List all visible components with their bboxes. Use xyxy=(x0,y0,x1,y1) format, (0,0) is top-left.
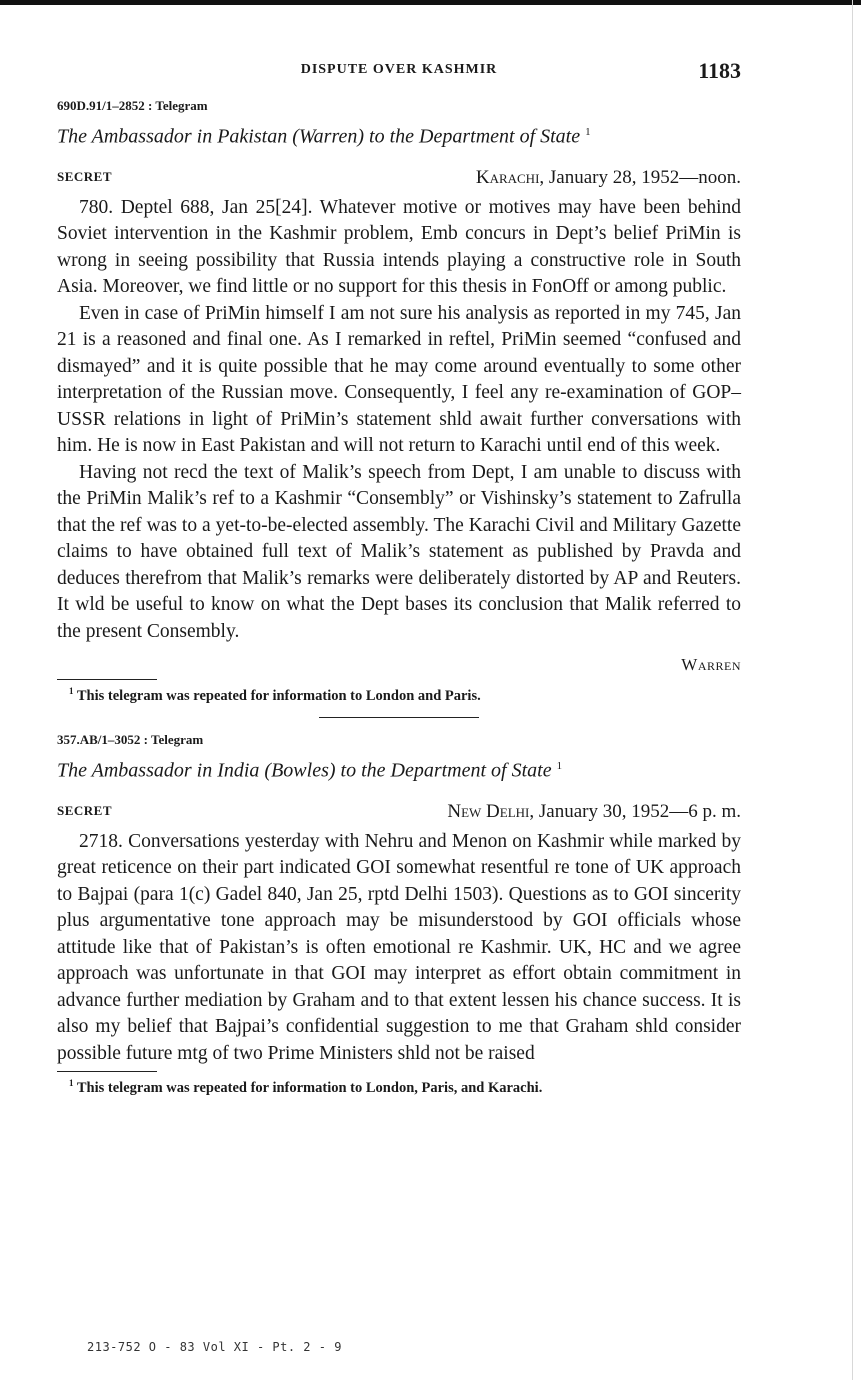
doc2-dateline xyxy=(57,801,741,827)
doc1-signature: Warren xyxy=(681,655,741,675)
running-head xyxy=(57,58,741,92)
doc1-classification: SECRET xyxy=(57,168,113,184)
doc2-footnote-text: This telegram was repeated for information to London, Paris, and Karachi. xyxy=(76,1079,543,1096)
doc1-file-reference: 690D.91/1–2852 : Telegram xyxy=(57,98,208,113)
doc1-footnote-mark: 1 xyxy=(69,686,74,697)
doc1-footnote xyxy=(57,686,741,705)
doc2-body xyxy=(57,829,741,1068)
doc2-title xyxy=(57,754,741,783)
doc1-date: January 28, 1952—noon. xyxy=(544,166,741,188)
running-title: DISPUTE OVER KASHMIR xyxy=(300,62,498,77)
page-top-edge xyxy=(0,0,861,5)
doc1-dateline xyxy=(57,167,741,193)
doc1-body xyxy=(57,195,741,646)
doc2-date: January 30, 1952—6 p. m. xyxy=(534,800,741,822)
doc2-file-reference: 357.AB/1–3052 : Telegram xyxy=(57,731,204,747)
page-number: 1183 xyxy=(698,58,741,83)
doc2-footnote-mark: 1 xyxy=(69,1078,74,1089)
doc1-paragraph: 780. Deptel 688, Jan 25[24]. Whatever motive or motives may have been behind Soviet intervention in the Kashmir problem, Emb concurs in Dept’s belief PriMin is wrong in seeing possibility that Russia intends playing a constructive role in South Asia. Moreover, we find little or no support for this thesis in FonOff or among public. xyxy=(57,196,741,298)
doc1-place: Karachi, xyxy=(475,166,545,188)
doc1-title xyxy=(57,120,741,149)
doc1-title-text: The Ambassador in Pakistan (Warren) to the Department of State xyxy=(57,125,581,148)
doc1-paragraph: Having not recd the text of Malik’s speech from Dept, I am unable to discuss with the PriMin Malik’s ref to a Kashmir “Consembly” or Vishinsky’s statement to Zafrulla that the ref was to a yet-to-be-elected assembly. The Karachi Civil and Military Gazette claims to have obtained full text of Malik’s statement as published by Pravda and deduces therefrom that Malik’s remarks were deliberately distorted by AP and Reuters. It wld be useful to know on what the Dept bases its conclusion that Malik referred to the present Consembly. xyxy=(57,461,741,642)
doc1-paragraph: Even in case of PriMin himself I am not sure his analysis as reported in my 745, Jan 21 is a reasoned and final one. As I remarked in reftel, PriMin seemed “confused and dismayed” and it is quite possible that he may come around eventually to some other interpretation of the Russian move. Consequently, I feel any re-examination of GOP–USSR relations in light of PriMin’s statement shld await further conversations with him. He is now in East Pakistan and will not return to Karachi until end of this week. xyxy=(57,302,741,457)
document-page xyxy=(57,58,741,1097)
doc2-paragraph: 2718. Conversations yesterday with Nehru and Menon on Kashmir while marked by great reticence on their part indicated GOI somewhat resentful re tone of UK approach to Bajpai (para 1(c) Gadel 840, Jan 25, rptd Delhi 1503). Questions as to GOI sincerity plus argumentative tone approach may be misunderstood by GOI officials whose attitude like that of Pakistan’s is often emotional re Kashmir. UK, HC and we agree approach was unfortunate in that GOI may interpret as effort obtain commitment in advance further mediation by Graham and to that extent lessen his chance success. It is also my belief that Bajpai’s confidential suggestion to me that Graham shld consider possible future mtg of two Prime Ministers shld not be raised xyxy=(57,830,741,1064)
doc2-title-footnote-mark: 1 xyxy=(556,759,563,772)
doc2-place-date xyxy=(447,801,741,823)
doc1-title-footnote-mark: 1 xyxy=(585,126,591,138)
doc2-section xyxy=(57,732,741,1097)
footnote-rule xyxy=(57,1071,157,1072)
document-separator xyxy=(319,717,479,718)
doc2-title-text: The Ambassador in India (Bowles) to the Department of State xyxy=(57,759,552,782)
doc1-footnote-text: This telegram was repeated for information to London and Paris. xyxy=(76,687,481,704)
doc2-place: New Delhi, xyxy=(447,800,535,822)
page-right-edge xyxy=(852,0,853,1380)
doc2-classification: SECRET xyxy=(57,802,113,818)
doc2-footnote xyxy=(57,1078,741,1097)
footnote-rule xyxy=(57,679,157,680)
print-reference-code: 213-752 O - 83 Vol XI - Pt. 2 - 9 xyxy=(87,1340,342,1354)
doc1-place-date xyxy=(476,167,741,189)
